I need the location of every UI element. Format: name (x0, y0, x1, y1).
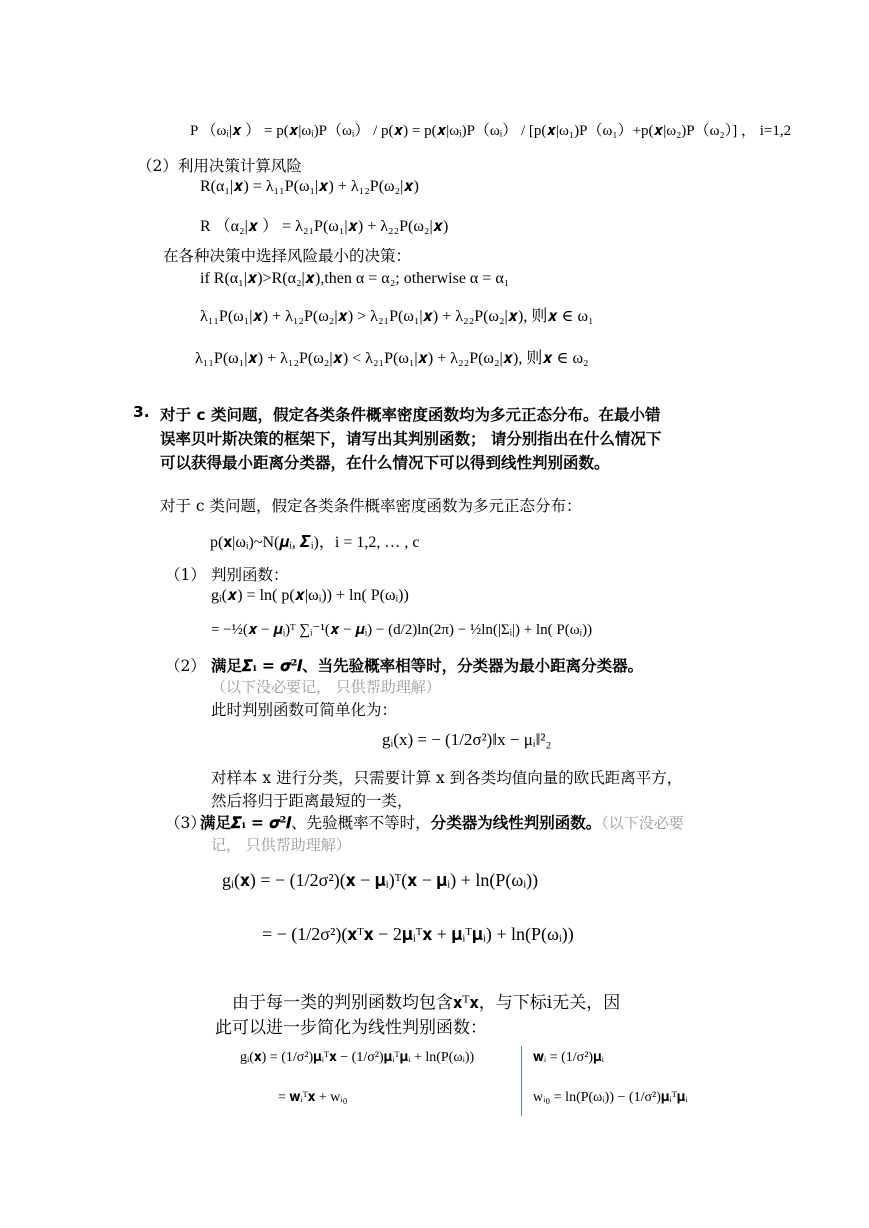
section-1-label: （1） (165, 566, 206, 584)
step2-title: （2）利用决策计算风险 (137, 157, 302, 175)
linear-discriminant-1: gᵢ(𝐱) = (1/σ²)𝛍ᵢᵀ𝐱 − (1/σ²)𝛍ᵢᵀ𝛍ᵢ + ln(P(ωᵢ)) (240, 1050, 475, 1065)
risk-formula-2: R （α₂|𝒙 ） = λ₂₁P(ω₁|𝒙) + λ₂₂P(ω₂|𝒙) (200, 218, 449, 235)
section-2-label: （2） (165, 657, 206, 675)
question-line-3: 可以获得最小距离分类器，在什么情况下可以得到线性判别函数。 (160, 454, 610, 472)
discriminant-expansion: = −½(𝒙 − 𝝁ᵢ)ᵀ ∑ᵢ⁻¹(𝒙 − 𝝁ᵢ) − (d/2)ln(2π) − ½ln(|Σᵢ|) + ln( P(ωᵢ)) (211, 622, 593, 638)
section-2-condition: 满足𝜮ᵢ = 𝝈²𝑰、当先验概率相等时，分类器为最小距离分类器。 (211, 656, 644, 675)
section-2-explanation-1: 对样本 x 进行分类，只需要计算 x 到各类均值向量的欧氏距离平方， (211, 769, 683, 787)
inequality-omega1: λ₁₁P(ω₁|𝒙) + λ₁₂P(ω₂|𝒙) > λ₂₁P(ω₁|𝒙) + λ₂₂P(ω₂|𝒙), 则𝒙 ∈ ω₁ (200, 308, 594, 325)
section-3-note-2: 记， 只供帮助理解） (211, 836, 351, 854)
section-1-title: 判别函数： (211, 566, 289, 584)
question-number: 3. (133, 403, 150, 421)
inequality-omega2: λ₁₁P(ω₁|𝒙) + λ₁₂P(ω₂|𝒙) < λ₂₁P(ω₁|𝒙) + λ₂₂P(ω₂|𝒙), 则𝒙 ∈ ω₂ (195, 350, 589, 367)
question-line-2: 误率贝叶斯决策的框架下，请写出其判别函数； 请分别指出在什么情况下 (160, 430, 662, 448)
linear-explanation-2: 此可以进一步简化为线性判别函数： (215, 1018, 487, 1038)
section-2-explanation-2: 然后将归于距离最短的一类， (211, 792, 413, 810)
section-2-simplify: 此时判别函数可简单化为： (211, 701, 398, 719)
normal-distribution: p(𝐱|ωᵢ)~N(𝝁ᵢ, 𝜮ᵢ)，i = 1,2, … , c (210, 534, 420, 551)
section-3-condition-c: 分类器为线性判别函数。 (430, 813, 602, 832)
question-line-1: 对于 c 类问题，假定各类条件概率密度函数均为多元正态分布。在最小错 (160, 406, 661, 424)
quadratic-form-line-2: = − (1/2σ²)(𝐱ᵀ𝐱 − 2𝛍ᵢᵀ𝐱 + 𝛍ᵢᵀ𝛍ᵢ) + ln(P(ωᵢ)) (262, 924, 574, 944)
section-3-condition-b: 、先验概率不等时， (291, 814, 431, 832)
weight-vector: 𝐰ᵢ = (1/σ²)𝛍ᵢ (533, 1050, 604, 1065)
decision-rule: if R(α₁|𝒙)>R(α₂|𝒙),then α = α₂; otherwise α = α₁ (200, 270, 510, 287)
answer-intro: 对于 c 类问题，假定各类条件概率密度函数为多元正态分布： (160, 497, 582, 515)
divider-line (521, 1046, 522, 1116)
linear-explanation-1: 由于每一类的判别函数均包含𝐱ᵀ𝐱，与下标i无关，因 (232, 993, 621, 1013)
linear-discriminant-2: = 𝐰ᵢᵀ𝐱 + wᵢ₀ (278, 1090, 348, 1105)
risk-formula-1: R(α₁|𝒙) = λ₁₁P(ω₁|𝒙) + λ₁₂P(ω₂|𝒙) (200, 178, 419, 195)
bias-term: wᵢ₀ = ln(P(ωᵢ)) − (1/σ²)𝛍ᵢᵀ𝛍ᵢ (533, 1090, 688, 1105)
section-2-note: （以下没必要记， 只供帮助理解） (211, 678, 441, 696)
choose-min-risk-text: 在各种决策中选择风险最小的决策： (163, 247, 412, 265)
min-distance-formula: gᵢ(x) = − (1/2σ²)‖x − μᵢ‖²₂ (382, 730, 552, 749)
section-3-condition (200, 811, 684, 833)
discriminant-definition: gᵢ(𝒙) = ln( p(𝒙|ωᵢ)) + ln( P(ωᵢ)) (211, 587, 409, 604)
section-3-note-1: （以下没必要 (601, 814, 684, 832)
quadratic-form-line-1: gᵢ(𝐱) = − (1/2σ²)(𝐱 − 𝛍ᵢ)ᵀ(𝐱 − 𝛍ᵢ) + ln(P(ωᵢ)) (222, 870, 539, 890)
bayes-formula: P （ωᵢ|𝒙 ） = p(𝒙|ωᵢ)P（ωᵢ） / p(𝒙) = p(𝒙|ωᵢ)P（ωᵢ） / [p(𝒙|ω₁)P（ω₁）+p(𝒙|ω₂)P（ω₂）] ， i=1,2 (190, 123, 792, 139)
section-3-label: （3） (165, 814, 206, 832)
section-3-condition-a: 满足𝜮ᵢ = 𝝈²𝑰 (200, 813, 292, 832)
